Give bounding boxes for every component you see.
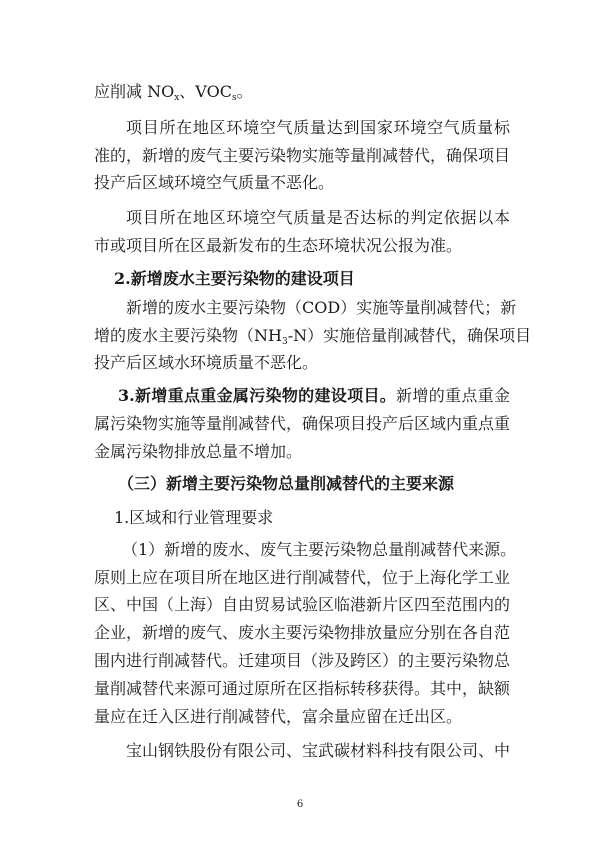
text-line <box>94 81 510 103</box>
paragraph-1-line-1: 项目所在地区环境空气质量达到国家环境空气质量标 <box>126 118 510 137</box>
text-segment: 应削减 NO <box>94 82 175 101</box>
section-heading-2: 2.新增废水主要污染物的建设项目 <box>114 269 355 288</box>
subscript: x <box>174 93 180 103</box>
paragraph-5-line-2: 原则上应在项目所在地区进行削减替代，位于上海化学工业 <box>94 568 511 587</box>
inline-heading-3: 3.新增重点重金属污染物的建设项目。 <box>118 386 397 405</box>
paragraph-1-line-3: 投产后区域环境空气质量不恶化。 <box>94 173 335 192</box>
paragraph-2-line-1: 项目所在地区环境空气质量是否达标的判定依据以本 <box>126 208 510 227</box>
paragraph-3-line-2 <box>94 325 532 347</box>
paragraph-4-line-1 <box>118 385 510 407</box>
section-heading-1: 1.区域和行业管理要求 <box>114 508 274 527</box>
paragraph-5-line-4: 企业，新增的废气、废水主要污染物排放量应分别在各自范 <box>94 623 511 642</box>
page-number: 6 <box>296 799 304 810</box>
text-segment: 、VOC <box>179 82 232 101</box>
subsection-heading: （三）新增主要污染物总量削减替代的主要来源 <box>118 474 455 493</box>
paragraph-3-line-1: 新增的废水主要污染物（COD）实施等量削减替代；新 <box>126 298 517 317</box>
paragraph-5-line-5: 围内进行削减替代。迁建项目（涉及跨区）的主要污染物总 <box>94 651 511 670</box>
text-segment: -N）实施倍量削减替代，确保项目 <box>287 326 532 345</box>
text-segment: 新增的重点重金 <box>396 386 510 405</box>
text-segment: 。 <box>236 82 253 101</box>
subscript: 3 <box>281 337 288 347</box>
paragraph-5-line-6: 量削减替代来源可通过原所在区指标转移获得。其中，缺额 <box>94 679 511 698</box>
paragraph-6-line-1: 宝山钢铁股份有限公司、宝武碳材料科技有限公司、中 <box>126 741 511 760</box>
subscript: s <box>231 93 237 103</box>
paragraph-3-line-3: 投产后区域水环境质量不恶化。 <box>94 353 319 372</box>
paragraph-5-line-3: 区、中国（上海）自由贸易试验区临港新片区四至范围内的 <box>94 595 511 614</box>
text-segment: 增的废水主要污染物（NH <box>94 326 282 345</box>
paragraph-4-line-2: 属污染物实施等量削减替代，确保项目投产后区域内重点重 <box>94 414 511 433</box>
paragraph-5-line-1: （1）新增的废水、废气主要污染物总量削减替代来源。 <box>122 540 517 559</box>
paragraph-4-line-3: 金属污染物排放总量不增加。 <box>94 442 303 461</box>
paragraph-1-line-2: 准的，新增的废气主要污染物实施等量削减替代，确保项目 <box>94 146 511 165</box>
paragraph-5-line-7: 量应在迁入区进行削减替代，富余量应留在迁出区。 <box>94 707 463 726</box>
paragraph-2-line-2: 市或项目所在区最新发布的生态环境状况公报为准。 <box>94 236 463 255</box>
